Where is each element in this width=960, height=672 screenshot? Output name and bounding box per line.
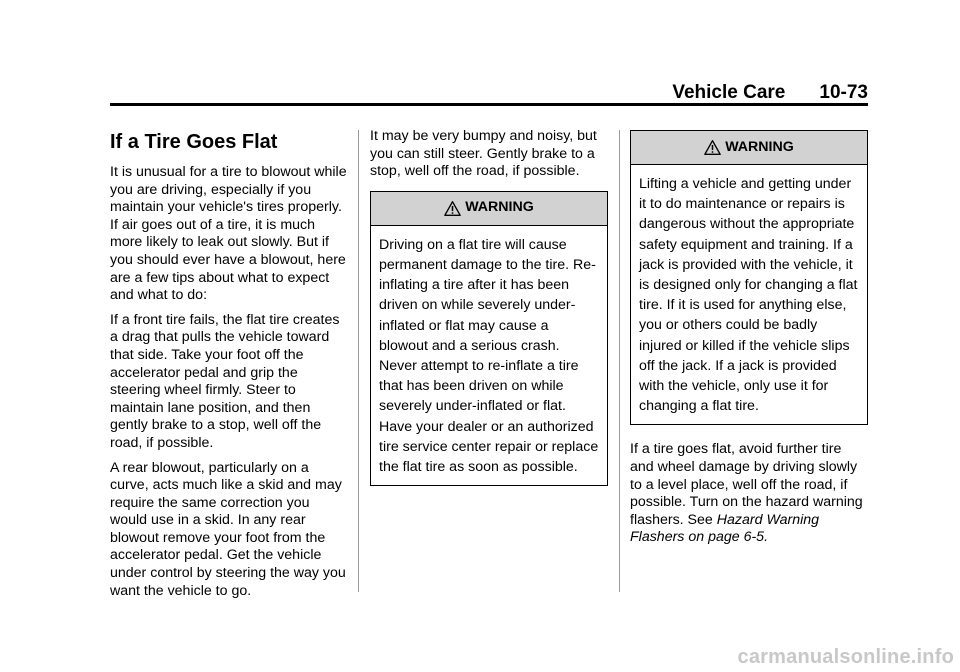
paragraph-hazard-text: If a tire goes flat, avoid further tire and wheel damage by driving slowly to a level place, well off the road, if possible. Turn on the hazard warning flashers. See [630, 441, 863, 528]
column-2 [370, 128, 608, 502]
section-heading: If a Tire Goes Flat [110, 131, 278, 153]
warning-header [371, 192, 607, 226]
page-header [110, 82, 868, 104]
hazard-flashers-link[interactable]: Hazard Warning Flashers on page 6-5. [630, 511, 820, 546]
paragraph-front-tire: If a front tire fails, the flat tire creates a drag that pulls the vehicle toward that side. Take your foot off the accelerator pedal and grip the steering wheel firmly. Steer to maintain lane position, and then gently brake to a stop, well off the road, if possible. [110, 311, 340, 451]
warning-label: WARNING [465, 199, 534, 216]
warning-triangle-icon [444, 200, 461, 217]
warning-text: Driving on a flat tire will cause permanent damage to the tire. Re-inflating a tire after it has been driven on while severely under-inflated or flat may cause a blowout and a serious crash. Never attempt to re-inflate a tire that has been driven on while severely under-inflated or flat. Have your dealer or an authorized tire service center repair or replace the flat tire as soon as possible. [379, 236, 599, 476]
paragraph-rear-tire: A rear blowout, particularly on a curve, acts much like a skid and may require the same correction you would use in a skid. In any rear blowout remove your foot from the accelerator pedal. Get the vehicle under control by steering the way you want the vehicle to go. [110, 459, 346, 599]
warning-header [631, 131, 867, 165]
column-1 [110, 130, 350, 607]
column-divider-1 [358, 130, 359, 592]
warning-box-jack [630, 130, 868, 425]
header-rule [110, 103, 868, 106]
warning-triangle-icon [704, 139, 721, 156]
column-3 [630, 130, 868, 554]
warning-box-flat-tire [370, 191, 608, 486]
paragraph-steer: It may be very bumpy and noisy, but you can still steer. Gently brake to a stop, well off the road, if possible. [370, 128, 597, 180]
warning-label: WARNING [725, 138, 794, 155]
page-number: 10-73 [819, 82, 868, 103]
section-title: Vehicle Care [672, 82, 786, 103]
column-divider-2 [619, 130, 620, 592]
warning-text: Lifting a vehicle and getting under it to do maintenance or repairs is dangerous without the appropriate safety equipment and training. If a jack is provided with the vehicle, it is designed only for changing a flat tire. If it is used for anything else, you or others could be badly injured or killed if the vehicle slips off the jack. If a jack is provided with the vehicle, only use it for changing a flat tire. [639, 176, 858, 415]
paragraph-intro: It is unusual for a tire to blowout while you are driving, especially if you maintain your vehicle's tires properly. If air goes out of a tire, it is much more likely to leak out slowly. But if you should ever have a blowout, here are a few tips about what to expect and what to do: [110, 164, 347, 304]
paragraph-hazard [630, 441, 868, 547]
watermark: carmanualsonline.info [737, 646, 954, 668]
